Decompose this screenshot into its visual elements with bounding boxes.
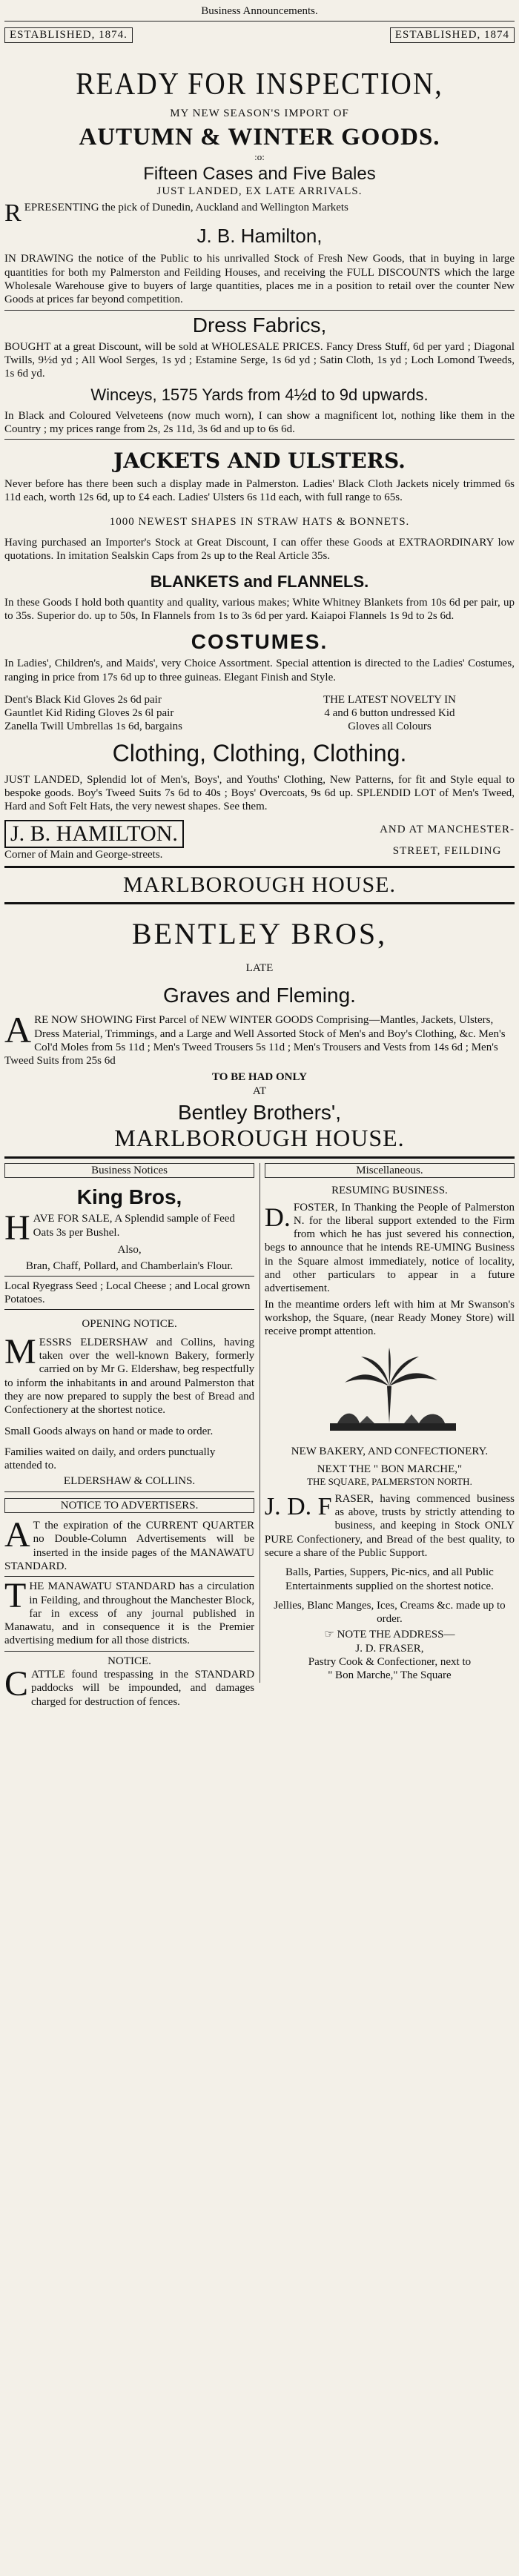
- fraser-name: J. D. FRASER,: [355, 1642, 424, 1655]
- marlborough-advertisement: [4, 873, 515, 1152]
- foster-body-text: FOSTER, In Thanking the People of Palmerston N. for the liberal support extended to the Firm from which he has just severed his connection, begs to announce that he intends RE-UMING Business in the Square almost immediately, notice of locality, and other particulars to appear in a future advertisement.: [264, 1201, 515, 1295]
- new-bakery: NEW BAKERY, AND CONFECTIONERY.: [291, 1445, 489, 1457]
- jackets-heading: JACKETS AND ULSTERS.: [113, 448, 406, 474]
- just-landed: JUST LANDED, EX LATE ARRIVALS.: [156, 185, 363, 198]
- opening-signature: ELDERSHAW & COLLINS.: [63, 1475, 196, 1488]
- my-new-season: MY NEW SEASON'S IMPORT OF: [170, 107, 349, 120]
- dropcap: C: [4, 1664, 29, 1703]
- late-label: LATE: [245, 961, 274, 974]
- signature-left: [4, 820, 184, 861]
- to-be-had: TO BE HAD ONLY: [212, 1071, 307, 1084]
- glove-line: Dent's Black Kid Gloves 2s 6d pair: [4, 693, 162, 706]
- established-row: [4, 27, 515, 43]
- bentley-heading: BENTLEY BROS,: [131, 916, 388, 950]
- advertisers-body-text: T the expiration of the CURRENT QUARTER no Double-Column Advertisements will be inserted in the inside pages of the MANAWATU STANDARD.: [4, 1520, 255, 1572]
- opening-small-goods: Small Goods always on hand or made to order.: [4, 1425, 214, 1437]
- signature-street: STREET, FEILDING: [392, 844, 502, 857]
- opening-heading: OPENING NOTICE.: [82, 1318, 177, 1331]
- dropcap: H: [4, 1208, 30, 1248]
- king-body-text: AVE FOR SALE, A Splendid sample of Feed Oats 3s per Bushel.: [33, 1213, 235, 1239]
- foster-body: [265, 1201, 515, 1296]
- ready-heading: READY FOR INSPECTION,: [76, 67, 443, 102]
- clothing-heading: Clothing, Clothing, Clothing.: [112, 739, 407, 766]
- two-column-section: [4, 1163, 515, 1709]
- palm-tree-illustration-svg: [315, 1342, 463, 1438]
- marlborough-title: MARLBOROUGH HOUSE.: [122, 872, 397, 897]
- signature-and-at: AND AT MANCHESTER-: [380, 824, 515, 836]
- dropcap: A: [4, 1009, 32, 1051]
- fraser-body-text: RASER, having commenced business as above, trusts by strictly attending to business, and keeping in Stock ONLY PURE Confectionery, and Bread of the best quality, to secure a share of the Public Support.: [264, 1492, 515, 1559]
- palm-tree-illustration: [265, 1342, 515, 1442]
- miscellaneous-column: [260, 1163, 515, 1683]
- cattle-body-text: ATTLE found trespassing in the STANDARD paddocks will be impounded, and damages charged for destruction of fences.: [31, 1669, 255, 1708]
- king-local: Local Ryegrass Seed ; Local Cheese ; and Local grown Potatoes.: [4, 1279, 251, 1306]
- gloves-left: [4, 693, 254, 734]
- king-bran: Bran, Chaff, Pollard, and Chamberlain's Flour.: [25, 1259, 234, 1272]
- glove-line: Gloves all Colours: [348, 721, 432, 733]
- newest-shapes: 1000 NEWEST SHAPES IN STRAW HATS & BONNETS.: [109, 515, 410, 528]
- in-these-paragraph: In these Goods I hold both quantity and quality, various makes; White Whitney Blankets from 10s 6d per pair, up to 35s. Superior do. up to 50s, In Flannels from 1s to 3s 6d per yard. Kaiapoi Flannels 1s 9d to 2s 6d.: [4, 596, 515, 622]
- divider: [4, 866, 515, 868]
- advertisers-body: [4, 1515, 255, 1573]
- cattle-body: [4, 1664, 255, 1709]
- hamilton-name: J. B. Hamilton,: [196, 225, 323, 248]
- king-also: Also,: [117, 1244, 142, 1256]
- autumn-winter-heading: AUTUMN & WINTER GOODS.: [79, 123, 440, 150]
- small-divider: :o:: [254, 150, 265, 162]
- glove-line: THE LATEST NOVELTY IN: [323, 693, 456, 706]
- in-ladies-paragraph: In Ladies', Children's, and Maids', very Choice Assortment. Special attention is directed to the Ladies' Costumes, ranging in price from 17s 6d up to three guineas. Elegant Finish and Style.: [4, 658, 515, 683]
- opening-body: [4, 1331, 255, 1417]
- note-address-text: NOTE THE ADDRESS—: [337, 1629, 455, 1641]
- established-left: ESTABLISHED, 1874.: [4, 27, 133, 43]
- column-header: Business Notices: [4, 1163, 254, 1178]
- velveteens-paragraph: In Black and Coloured Velveteens (now much worn), I can show a magnificent lot, nothing like them in the Country ; my prices range from 2s, 2s 11d, 3s 6d and up to 6s 6d.: [4, 409, 515, 435]
- representing-paragraph: [4, 199, 515, 228]
- divider: [4, 1276, 254, 1277]
- divider: [4, 310, 515, 311]
- glove-line: Gauntlet Kid Riding Gloves 2s 6l pair: [4, 707, 174, 720]
- blankets-heading: BLANKETS and FLANNELS.: [150, 572, 369, 591]
- divider: [4, 902, 515, 904]
- column-header: Miscellaneous.: [265, 1163, 515, 1178]
- glove-line: 4 and 6 button undressed Kid: [324, 707, 455, 720]
- bon-marche-line: " Bon Marche," The Square: [328, 1669, 452, 1682]
- signature-corner: Corner of Main and George-streets.: [4, 848, 163, 861]
- signature-right: [380, 823, 515, 858]
- notice-heading: NOTICE.: [108, 1655, 151, 1667]
- opening-families: Families waited on daily, and orders punctually attended to.: [4, 1446, 216, 1472]
- dropcap: M: [4, 1331, 36, 1371]
- graves-heading: Graves and Fleming.: [163, 984, 356, 1007]
- divider: [4, 1576, 254, 1577]
- fraser-body: [265, 1492, 515, 1560]
- just-landed-clothing: JUST LANDED, Splendid lot of Men's, Boys', and Youths' Clothing, New Patterns, for fit and Style equal to bespoke goods. Boy's Tweed Suits 7s 6d to 40s ; Boys' Overcoats, 9s 6d up. SPLENDID LOT of Men's Tweed, Hard and Soft Felt Hats, the very newest shapes. See them.: [4, 773, 515, 813]
- dropcap: R: [4, 199, 22, 228]
- square-address: THE SQUARE, PALMERSTON NORTH.: [307, 1476, 472, 1488]
- dropcap: T: [4, 1576, 27, 1616]
- standard-body-text: HE MANAWATU STANDARD has a circulation in Feilding, and throughout the Manchester Block, far in excess of any journal published in Manawatu, and in consequence it is the Premier advertising medium for all those districts.: [4, 1580, 255, 1647]
- established-right: ESTABLISHED, 1874: [390, 27, 515, 43]
- pointing-hand-icon: ☞: [324, 1629, 334, 1641]
- costumes-heading: COSTUMES.: [191, 630, 328, 654]
- winceys-heading: Winceys, 1575 Yards from 4½d to 9d upwards.: [90, 385, 429, 404]
- gloves-row: [4, 693, 515, 734]
- bought-paragraph: BOUGHT at a great Discount, will be sold at WHOLESALE PRICES. Fancy Dress Stuff, 6d per yard ; Diagonal Twills, 9½d yd ; All Wool Serges, 1s yd ; Estamine Serge, 1s 6d yd ; Satin Cloth, 1s yd ; Loch Lomond Tweeds, 1s 6d yd.: [4, 340, 515, 380]
- marlborough-body-text: RE NOW SHOWING First Parcel of NEW WINTER GOODS Comprising—Mantles, Jackets, Ulsters, Dress Material, Trimmings, and a Large and Well Assorted Stock of Men's and Boy's Clothing, &c. Men's Col'd Moles from 5s 11d ; Men's Tweed Trousers 5s 11d ; Men's Trousers and Vests from 14s 6d ; Men's Tweed Suits from 25s 6d: [4, 1014, 506, 1067]
- fifteen-cases: Fifteen Cases and Five Bales: [143, 164, 376, 185]
- marlborough-title-2: MARLBOROUGH HOUSE.: [114, 1124, 405, 1151]
- divider: [4, 1651, 254, 1652]
- king-heading: King Bros,: [76, 1185, 182, 1209]
- balls-paragraph: Balls, Parties, Suppers, Pic-nics, and all Public Entertainments supplied on the shortest notice.: [285, 1566, 494, 1592]
- at-label: AT: [252, 1085, 267, 1097]
- in-drawing-paragraph: IN DRAWING the notice of the Public to his unrivalled Stock of Fresh New Goods, that in buying in large quantities for both my Palmerston and Feilding Houses, and receiving the FULL DISCOUNTS which the large Wholesale Warehouse give to buyers of large quantities, places me in a position to retail over the counter New Goods at prices far beyond competition.: [4, 253, 515, 306]
- section-header: Business Announcements.: [201, 5, 318, 17]
- foster-meantime: In the meantime orders left with him at Mr Swanson's workshop, the Square, (near Ready Money Store) will receive prompt attention.: [264, 1298, 515, 1338]
- business-notices-column: [4, 1163, 259, 1709]
- standard-body: [4, 1576, 255, 1647]
- having-paragraph: Having purchased an Importer's Stock at Great Discount, I can offer these Goods at EXTRAORDINARY low quotations. In imitation Sealskin Caps from 2s up to the Real Article 35s.: [4, 537, 515, 563]
- pastry-line: Pastry Cook & Confectioner, next to: [308, 1656, 472, 1668]
- never-paragraph: Never before has there been such a display made in Palmerston. Ladies' Black Cloth Jackets nicely trimmed 6s 11d each, worth 12s 6d, up to £4 each. Ladies' Ulsters 6s 11d each, with full range to 65s.: [4, 478, 515, 504]
- jellies-paragraph: Jellies, Blanc Manges, Ices, Creams &c. made up to order.: [274, 1599, 506, 1626]
- bentley-brothers: Bentley Brothers',: [177, 1100, 342, 1124]
- signature-row: [4, 820, 515, 861]
- note-address: [265, 1628, 515, 1641]
- king-body: [4, 1208, 254, 1248]
- divider: [4, 1491, 254, 1492]
- dropcap: A: [4, 1515, 30, 1555]
- marlborough-body: [4, 1009, 515, 1067]
- representing-text: EPRESENTING the pick of Dunedin, Auckland and Wellington Markets: [24, 202, 348, 214]
- hamilton-advertisement: [4, 68, 515, 861]
- next-the: NEXT THE " BON MARCHE,": [317, 1463, 463, 1475]
- divider: [4, 1309, 254, 1310]
- dropcap: D.: [264, 1202, 291, 1232]
- glove-line: Zanella Twill Umbrellas 1s 6d, bargains: [4, 721, 183, 733]
- dress-fabrics-heading: Dress Fabrics,: [192, 313, 327, 337]
- divider: [4, 1156, 515, 1159]
- signature-name: J. B. HAMILTON.: [4, 820, 184, 848]
- dropcap: J. D. F: [264, 1492, 332, 1520]
- advertisers-heading: NOTICE TO ADVERTISERS.: [4, 1498, 254, 1513]
- resuming-heading: RESUMING BUSINESS.: [331, 1185, 448, 1197]
- opening-body-text: ESSRS ELDERSHAW and Collins, having taken over the well-known Bakery, formerly carried on by Mr G. Eldershaw, beg respectfully to inform the inhabitants in and around Palmerston that they are now prepared to supply the best of Bread and Confectionery at the shortest notice.: [4, 1336, 255, 1417]
- divider: [4, 439, 515, 440]
- gloves-right: [265, 693, 515, 734]
